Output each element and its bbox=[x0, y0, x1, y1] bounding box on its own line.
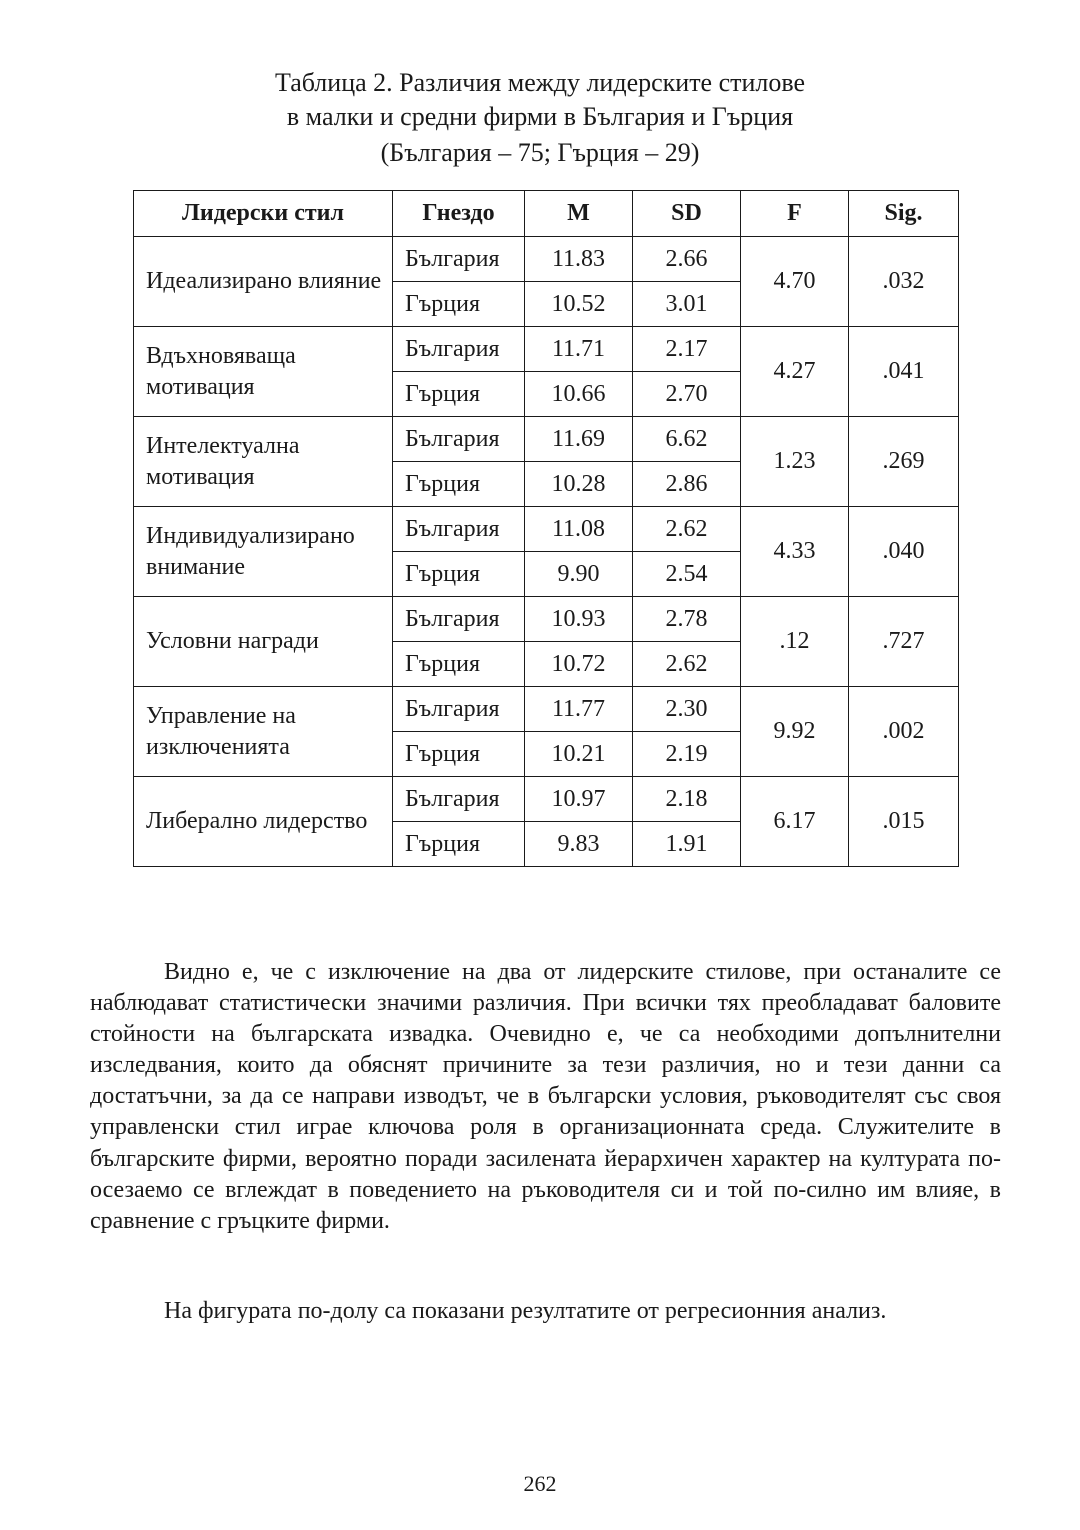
mean-cell: 10.66 bbox=[525, 372, 633, 417]
sd-cell: 1.91 bbox=[633, 822, 741, 867]
nest-cell: България bbox=[393, 327, 525, 372]
sig-cell: .269 bbox=[849, 417, 959, 507]
sig-cell: .040 bbox=[849, 507, 959, 597]
sd-cell: 2.70 bbox=[633, 372, 741, 417]
mean-cell: 11.83 bbox=[525, 237, 633, 282]
sd-cell: 2.54 bbox=[633, 552, 741, 597]
sd-cell: 2.66 bbox=[633, 237, 741, 282]
mean-cell: 10.72 bbox=[525, 642, 633, 687]
sd-cell: 2.18 bbox=[633, 777, 741, 822]
leadership-styles-table bbox=[133, 190, 959, 867]
table-caption-sample-sizes: (България – 75; Гърция – 29) bbox=[380, 138, 700, 167]
f-cell: .12 bbox=[741, 597, 849, 687]
leadership-style-cell: Управление на изключенията bbox=[134, 687, 393, 777]
leadership-style-cell: Индивидуализирано внимание bbox=[134, 507, 393, 597]
table-caption-line1: Таблица 2. Различия между лидерските стилове bbox=[274, 68, 806, 97]
mean-cell: 11.69 bbox=[525, 417, 633, 462]
f-cell: 4.33 bbox=[741, 507, 849, 597]
sig-cell: .032 bbox=[849, 237, 959, 327]
nest-cell: България bbox=[393, 777, 525, 822]
leadership-style-cell: Идеализирано влияние bbox=[134, 237, 393, 327]
mean-cell: 10.21 bbox=[525, 732, 633, 777]
mean-cell: 10.97 bbox=[525, 777, 633, 822]
nest-cell: Гърция bbox=[393, 552, 525, 597]
sd-cell: 2.62 bbox=[633, 642, 741, 687]
f-cell: 6.17 bbox=[741, 777, 849, 867]
f-cell: 1.23 bbox=[741, 417, 849, 507]
header-sig: Sig. bbox=[849, 191, 959, 237]
table-row bbox=[134, 237, 959, 282]
table-row bbox=[134, 777, 959, 822]
mean-cell: 10.52 bbox=[525, 282, 633, 327]
sd-cell: 2.30 bbox=[633, 687, 741, 732]
nest-cell: Гърция bbox=[393, 732, 525, 777]
nest-cell: България bbox=[393, 237, 525, 282]
table-caption-line2: в малки и средни фирми в България и Гърция bbox=[286, 102, 794, 131]
sig-cell: .041 bbox=[849, 327, 959, 417]
mean-cell: 9.83 bbox=[525, 822, 633, 867]
table-row bbox=[134, 417, 959, 462]
f-cell: 4.70 bbox=[741, 237, 849, 327]
sd-cell: 2.19 bbox=[633, 732, 741, 777]
header-nest: Гнездо bbox=[393, 191, 525, 237]
f-cell: 9.92 bbox=[741, 687, 849, 777]
nest-cell: България bbox=[393, 417, 525, 462]
header-sd: SD bbox=[633, 191, 741, 237]
sd-cell: 6.62 bbox=[633, 417, 741, 462]
table-header-row bbox=[134, 191, 959, 237]
table-row bbox=[134, 507, 959, 552]
sd-cell: 3.01 bbox=[633, 282, 741, 327]
nest-cell: България bbox=[393, 597, 525, 642]
header-leadership-style: Лидерски стил bbox=[134, 191, 393, 237]
nest-cell: България bbox=[393, 507, 525, 552]
sd-cell: 2.86 bbox=[633, 462, 741, 507]
nest-cell: Гърция bbox=[393, 642, 525, 687]
sig-cell: .015 bbox=[849, 777, 959, 867]
sd-cell: 2.78 bbox=[633, 597, 741, 642]
sd-cell: 2.62 bbox=[633, 507, 741, 552]
leadership-style-cell: Условни награди bbox=[134, 597, 393, 687]
nest-cell: България bbox=[393, 687, 525, 732]
leadership-style-cell: Либерално лидерство bbox=[134, 777, 393, 867]
table-row bbox=[134, 597, 959, 642]
nest-cell: Гърция bbox=[393, 462, 525, 507]
table-row bbox=[134, 327, 959, 372]
mean-cell: 10.28 bbox=[525, 462, 633, 507]
leadership-style-cell: Вдъхновяваща мотивация bbox=[134, 327, 393, 417]
mean-cell: 11.71 bbox=[525, 327, 633, 372]
leadership-style-cell: Интелектуална мотивация bbox=[134, 417, 393, 507]
mean-cell: 9.90 bbox=[525, 552, 633, 597]
header-f: F bbox=[741, 191, 849, 237]
nest-cell: Гърция bbox=[393, 282, 525, 327]
body-paragraph-2-text: На фигурата по-долу са показани резултатите от регресионния анализ. bbox=[164, 1298, 887, 1324]
table-row bbox=[134, 687, 959, 732]
body-paragraph-1 bbox=[90, 957, 1001, 1237]
body-paragraph-2 bbox=[90, 1296, 1001, 1327]
body-paragraph-1-text: Видно е, че с изключение на два от лидерските стилове, при останалите се наблюдават статистически значими различия. При всички тях преобладават баловите стойности на българската извадка. Очевидно е, че са необходими допълнителни изследвания, които да обяснят причините за тези различия, но и тези данни са достатъчни, за да се направи изводът, че в български условия, ръководителят със своя управленски стил играе ключова роля в организационната среда. Служителите в българските фирми, вероятно поради засилената йерархичен характер на културата по-осезаемо се вглеждат в поведението на ръководителя си и той по-силно им влияе, в сравнение с гръцките фирми. bbox=[90, 959, 1001, 1234]
nest-cell: Гърция bbox=[393, 822, 525, 867]
f-cell: 4.27 bbox=[741, 327, 849, 417]
nest-cell: Гърция bbox=[393, 372, 525, 417]
sig-cell: .002 bbox=[849, 687, 959, 777]
mean-cell: 10.93 bbox=[525, 597, 633, 642]
header-mean: M bbox=[525, 191, 633, 237]
page-number: 262 bbox=[523, 1471, 557, 1496]
mean-cell: 11.77 bbox=[525, 687, 633, 732]
sd-cell: 2.17 bbox=[633, 327, 741, 372]
mean-cell: 11.08 bbox=[525, 507, 633, 552]
sig-cell: .727 bbox=[849, 597, 959, 687]
